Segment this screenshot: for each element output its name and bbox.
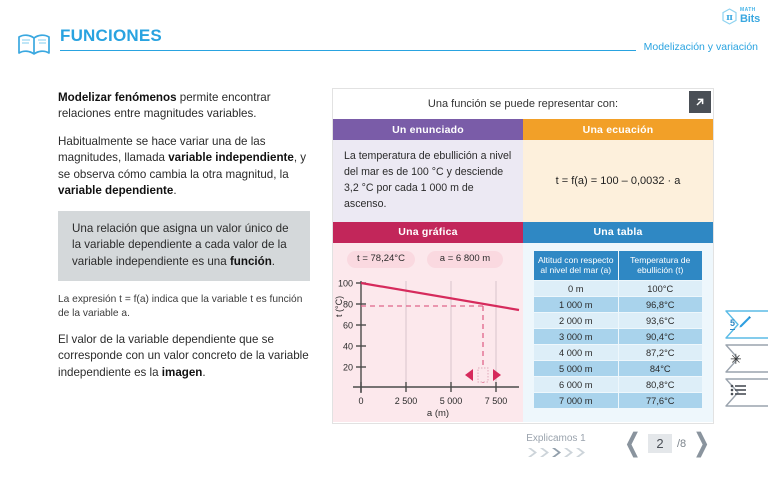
p2-d: . (173, 184, 177, 198)
header-tabla: Una tabla (523, 222, 713, 243)
callout-a: Una relación que asigna un valor único de la variable dependiente a cada valor de la variable independiente es una (72, 221, 289, 268)
y-tick-labels (338, 278, 353, 372)
table-row (534, 297, 702, 312)
callout-term-funcion: función (229, 254, 272, 268)
sidebar-item-exercises[interactable] (716, 310, 768, 339)
table-row (534, 329, 702, 344)
definition-callout (58, 211, 310, 281)
brand-bits-text: Bits (740, 13, 760, 25)
svg-text:2 500: 2 500 (394, 395, 418, 406)
progress-label: Explicamos 1 (526, 433, 586, 444)
svg-text:80: 80 (342, 299, 353, 310)
page-title: FUNCIONES (60, 26, 162, 45)
cell-temp: 93,6°C (619, 313, 703, 328)
header-enunciado: Un enunciado (333, 119, 523, 140)
p2-c: , y se observa cómo cambia la otra magnitud, la (58, 151, 307, 181)
svg-text:20: 20 (342, 362, 353, 373)
row-1-bodies (333, 140, 713, 222)
panel-caption-bar (333, 89, 713, 119)
pencil-icon (737, 314, 753, 335)
cell-temp: 84°C (619, 361, 703, 376)
pi-hexagon-icon (721, 8, 738, 25)
row-1-headers (333, 119, 713, 140)
table-row (534, 345, 702, 360)
title-block (60, 26, 758, 60)
ecuacion-cell (523, 140, 713, 222)
enunciado-text: La temperatura de ebullición a nivel del mar es de 100 °C y desciende 3,2 °C por cada 1 000 m de ascenso. (333, 140, 523, 222)
brand-math-text: MATH (740, 7, 756, 13)
table-row (534, 361, 702, 376)
chevron-left-icon[interactable]: ❬ (622, 429, 643, 457)
cell-altitud: 4 000 m (534, 345, 618, 360)
progress-chevron[interactable] (539, 447, 550, 458)
p1-rest: permite encontrar relaciones entre magnitudes variables. (58, 91, 271, 121)
graph-cell (333, 243, 523, 422)
progress-chevrons (506, 447, 606, 458)
sidebar-item-key-content[interactable] (716, 344, 768, 373)
chevron-right-icon[interactable]: ❭ (691, 429, 713, 457)
y-axis-label: t (°C) (334, 295, 344, 317)
sidebar-item-index[interactable] (716, 378, 768, 407)
row-2-bodies (333, 243, 713, 422)
paragraph-2 (58, 134, 310, 200)
data-table-cell (523, 243, 713, 422)
p1-bold: Modelizar fenómenos (58, 91, 177, 104)
svg-text:π: π (726, 13, 733, 23)
th-temperatura: Temperatura de ebullición (t) (619, 251, 703, 280)
cell-temp: 80,8°C (619, 377, 703, 392)
expand-arrow-icon[interactable] (689, 91, 711, 113)
lesson-text-column (58, 90, 310, 392)
cell-temp: 77,6°C (619, 393, 703, 408)
cell-temp: 96,8°C (619, 297, 703, 312)
row-2-headers (333, 222, 713, 243)
p3-c: . (202, 365, 206, 379)
header-ecuacion: Una ecuación (523, 119, 713, 140)
index-tab-content (730, 378, 768, 407)
ecuacion-formula: t = f(a) = 100 – 0,0032 · a (555, 174, 681, 187)
callout-c: . (271, 254, 276, 268)
table-row (534, 313, 702, 328)
table-row (534, 281, 702, 296)
svg-text:0: 0 (358, 395, 364, 406)
side-tab-strip (716, 310, 768, 412)
x-tick-labels (358, 396, 507, 406)
table-row (534, 377, 702, 392)
th-altitud: Altitud con respecto al nivel del mar (a) (534, 251, 618, 280)
readout-t: t = 78,24°C (347, 251, 415, 268)
progress-chevron[interactable] (575, 447, 586, 458)
readout-a: a = 6 800 m (427, 251, 503, 268)
values-table (533, 250, 703, 409)
p2-term-dependiente: variable dependiente (58, 184, 174, 198)
open-book-icon (14, 30, 54, 60)
cell-temp: 100°C (619, 281, 703, 296)
cell-temp: 87,2°C (619, 345, 703, 360)
mathbits-logo (721, 8, 760, 25)
key-tab-content (730, 344, 768, 373)
representations-panel (332, 88, 714, 424)
cell-altitud: 3 000 m (534, 329, 618, 344)
progress-block (506, 433, 606, 458)
table-header-row (534, 251, 702, 280)
svg-text:5 000: 5 000 (439, 395, 463, 406)
header-grafica: Una gráfica (333, 222, 523, 243)
paragraph-1 (58, 90, 310, 123)
progress-chevron[interactable] (527, 447, 538, 458)
cell-altitud: 2 000 m (534, 313, 618, 328)
svg-text:60: 60 (342, 320, 353, 331)
list-icon (730, 383, 747, 402)
cell-altitud: 0 m (534, 281, 618, 296)
footer (0, 427, 768, 471)
page-total: /8 (676, 437, 687, 450)
table-row (534, 393, 702, 408)
p3-a: El valor de la variable dependiente que se corresponde con un valor concreto de la variable independiente es la (58, 332, 309, 379)
paragraph-3 (58, 332, 310, 381)
function-line (361, 283, 519, 310)
cell-altitud: 1 000 m (534, 297, 618, 312)
mathbits-wordmark (740, 8, 760, 25)
page-number-box[interactable]: 2 (648, 434, 672, 453)
header-subtitle: Modelización y variación (636, 41, 758, 53)
cell-altitud: 6 000 m (534, 377, 618, 392)
panel-caption-text: Una función se puede representar con: (427, 98, 619, 110)
cell-altitud: 5 000 m (534, 361, 618, 376)
function-graph[interactable] (333, 269, 524, 419)
pager (622, 431, 712, 456)
expression-note: La expresión t = f(a) indica que la variable t es función de la variable a. (58, 294, 303, 320)
p2-a: Habitualmente se hace variar una de las magnitudes, llamada (58, 134, 266, 165)
x-axis-label: a (m) (426, 407, 450, 419)
svg-text:100: 100 (337, 278, 353, 289)
p2-term-independiente: variable independiente (168, 151, 294, 165)
progress-chevron-active[interactable] (551, 447, 562, 458)
exercise-tab-content (730, 310, 768, 339)
exercise-count-badge: 5 (730, 318, 736, 329)
header (0, 0, 768, 72)
progress-chevron[interactable] (563, 447, 574, 458)
asterisk-icon: ✳ (730, 350, 742, 367)
cell-altitud: 7 000 m (534, 393, 618, 408)
p3-term-imagen: imagen (161, 365, 203, 379)
svg-text:7 500: 7 500 (484, 395, 508, 406)
cell-temp: 90,4°C (619, 329, 703, 344)
svg-text:40: 40 (342, 341, 353, 352)
